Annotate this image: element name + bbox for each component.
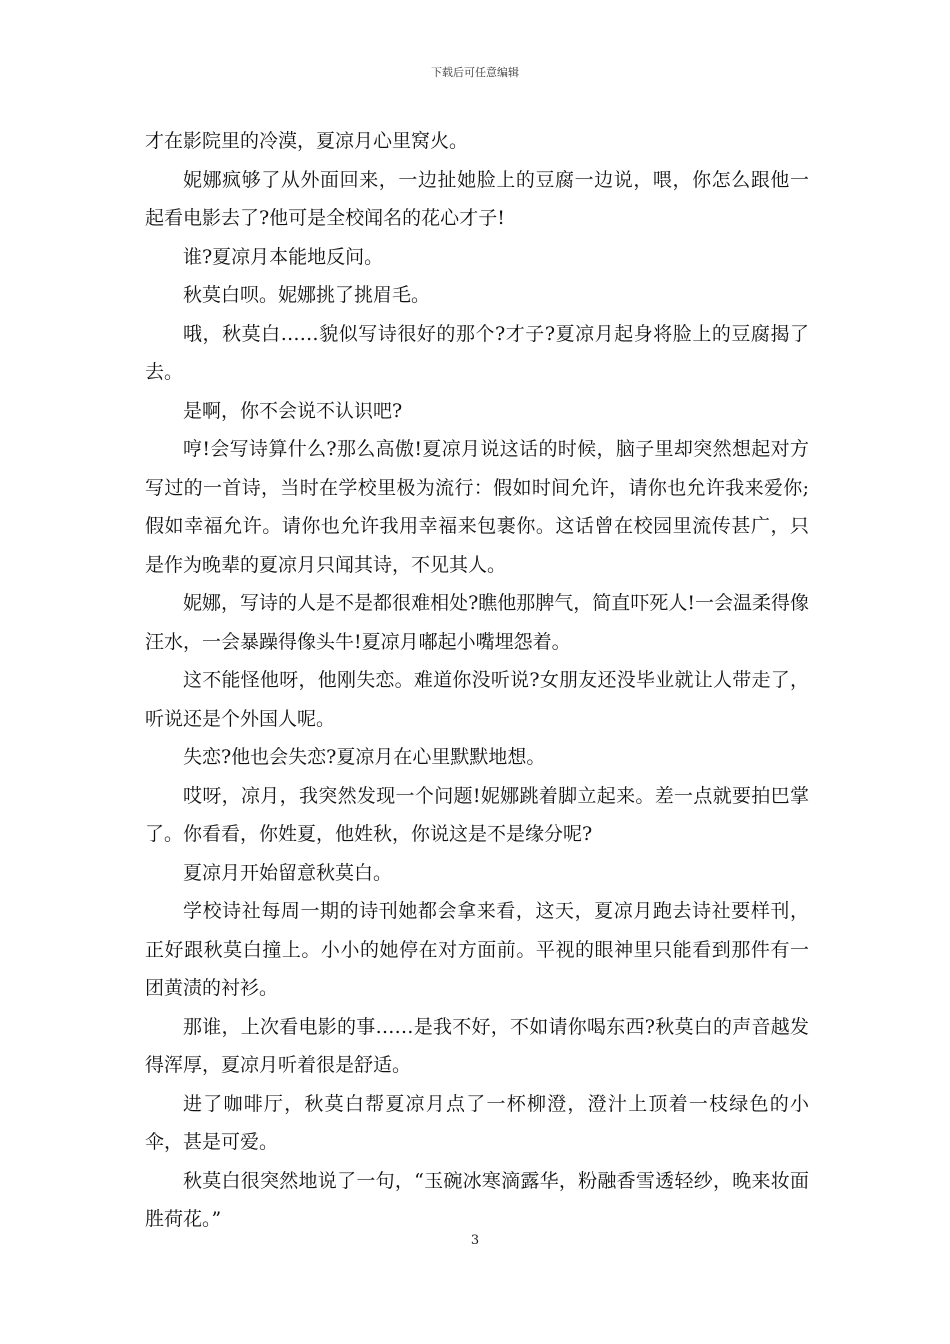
page-number: 3 <box>470 1233 480 1248</box>
paragraph-8: 妮娜，写诗的人是不是都很难相处?瞧他那脾气，简直吓死人!一会温柔得像汪水，一会暴躁得像头牛!夏凉月嘟起小嘴埋怨着。 <box>145 592 809 653</box>
paragraph-2: 妮娜疯够了从外面回来，一边扯她脸上的豆腐一边说，喂，你怎么跟他一起看电影去了?他可是全校闻名的花心才子! <box>145 168 809 229</box>
paragraph-10: 失恋?他也会失恋?夏凉月在心里默默地想。 <box>183 746 546 768</box>
paragraph-9: 这不能怪他呀，他刚失恋。难道你没听说?女朋友还没毕业就让人带走了，听说还是个外国人呢。 <box>145 669 809 730</box>
paragraph-15: 进了咖啡厅，秋莫白帮夏凉月点了一杯柳澄，澄汁上顶着一枝绿色的小伞，甚是可爱。 <box>145 1092 809 1153</box>
paragraph-11: 哎呀，凉月，我突然发现一个问题!妮娜跳着脚立起来。差一点就要拍巴掌了。你看看，你姓夏，他姓秋，你说这是不是缘分呢? <box>145 784 809 845</box>
paragraph-13: 学校诗社每周一期的诗刊她都会拿来看，这天，夏凉月跑去诗社要样刊，正好跟秋莫白撞上。小小的她停在对方面前。平视的眼神里只能看到那件有一团黄渍的衬衫。 <box>145 900 809 999</box>
paragraph-3: 谁?夏凉月本能地反问。 <box>183 245 384 268</box>
paragraph-4: 秋莫白呗。妮娜挑了挑眉毛。 <box>183 284 431 306</box>
paragraph-12: 夏凉月开始留意秋莫白。 <box>183 861 393 884</box>
page-header: 下载后可任意编辑 <box>431 66 519 79</box>
paragraph-6: 是啊，你不会说不认识吧? <box>183 399 403 422</box>
paragraph-1: 才在影院里的冷漠，夏凉月心里窝火。 <box>145 130 469 152</box>
paragraph-16: 秋莫白很突然地说了一句，“玉碗冰寒滴露华，粉融香雪透轻纱，晚来妆面胜荷花。” <box>145 1169 809 1230</box>
paragraph-7: 哼!会写诗算什么?那么高傲!夏凉月说这话的时候，脑子里却突然想起对方写过的一首诗，当时在学校里极为流行：假如时间允许，请你也允许我来爱你;假如幸福允许。请你也允许我用幸福来包裹你。这话曾在校园里流传甚广，只是作为晚辈的夏凉月只闻其诗，不见其人。 <box>145 438 809 576</box>
paragraph-14: 那谁，上次看电影的事……是我不好，不如请你喝东西?秋莫白的声音越发得浑厚，夏凉月听着很是舒适。 <box>145 1015 809 1076</box>
document-body <box>145 122 809 1239</box>
paragraph-5: 哦，秋莫白……貌似写诗很好的那个?才子?夏凉月起身将脸上的豆腐揭了去。 <box>145 322 809 383</box>
